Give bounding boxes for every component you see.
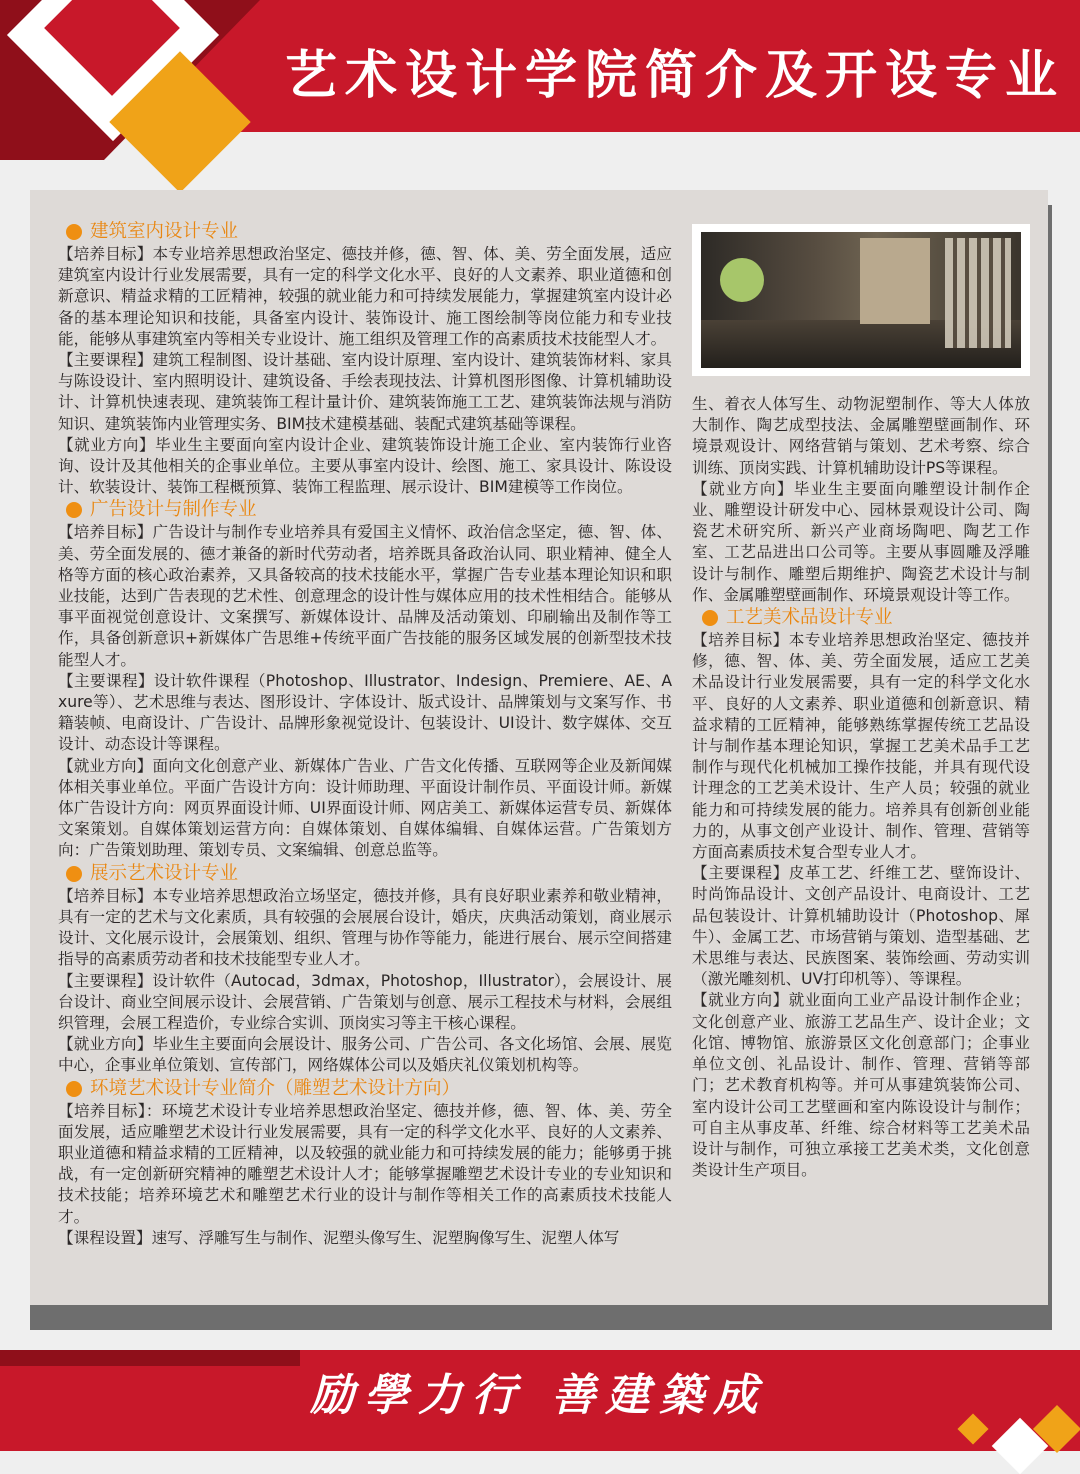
paragraph: 【培养目标】本专业培养思想政治立场坚定，德技并修，具有良好职业素养和敬业精神，具有一定的艺术与文化素质，具有较强的会展展台设计，婚庆，庆典活动策划，商业展示设计、文化展示设计，会展策划、组织、管理与协作等能力，能进行展台、展示空间搭建指导的高素质劳动者和技术技能型专业人才。 — [58, 886, 672, 969]
photo-green-disc — [720, 258, 764, 302]
paragraph: 【培养目标】本专业培养思想政治坚定、德技并修，德、智、体、美、劳全面发展，适应工艺美术品设计行业发展需要，具有一定的科学文化水平、良好的人文素养、职业道德和创新意识、精益求精的工匠精神，能够熟练掌握传统工艺品设计与制作基本理论知识，掌握工艺美术品手工艺制作与现代化机械加工操作技能，并具有现代设计理念的工艺美术设计、生产人员；较强的就业能力和可持续发展的能力。培养具有创新创业能力的，从事文创产业设计、制作、管理、营销等方面高素质技术复合型专业人才。 — [692, 631, 1030, 862]
bullet-dot-icon — [66, 224, 82, 240]
section-title — [66, 220, 672, 244]
paragraph: 【课程设置】速写、浮雕写生与制作、泥塑头像写生、泥塑胸像写生、泥塑人体写 — [58, 1228, 620, 1247]
section-title-text: 环境艺术设计专业简介（雕塑艺术设计方向） — [90, 1077, 461, 1099]
bullet-dot-icon — [66, 1081, 82, 1097]
school-motto: 励學力行 善建築成 — [310, 1370, 768, 1421]
paragraph: 【就业方向】毕业生主要面向雕塑设计制作企业、雕塑设计研发中心、园林景观设计公司、陶瓷艺术研究所、新兴产业商场陶吧、陶艺工作室、工艺品进出口公司等。主要从事圆雕及浮雕设计与制作、雕塑后期维护、陶瓷艺术设计与制作、金属雕塑壁画制作、环境景观设计等工作。 — [692, 479, 1030, 604]
section-craft-art-design — [692, 606, 1030, 1181]
section-title — [66, 1077, 672, 1101]
paragraph: 【培养目标】本专业培养思想政治坚定、德技并修，德、智、体、美、劳全面发展，适应建筑室内设计行业发展需要，具有一定的科学文化水平、良好的人文素养、职业道德和创新意识、精益求精的工匠精神，较强的就业能力和可持续发展能力，掌握建筑室内设计必备的基本理论知识和技能，具备室内设计、装饰设计、施工图绘制等岗位能力和专业技能，能够从事建筑室内等相关专业设计、施工组织及管理工作的高素质技术技能型人才。 — [58, 245, 672, 348]
section-title-text: 广告设计与制作专业 — [90, 499, 257, 521]
section-exhibition-design — [58, 862, 672, 1077]
section-title — [66, 862, 672, 886]
bullet-dot-icon — [702, 610, 718, 626]
section-title-text: 工艺美术品设计专业 — [726, 607, 893, 629]
bullet-dot-icon — [66, 502, 82, 518]
paragraph: 【主要课程】皮革工艺、纤维工艺、壁饰设计、时尚饰品设计、文创产品设计、电商设计、工艺品包装设计、计算机辅助设计（Photoshop、犀牛）、金属工艺、市场营销与策划、造型基础、艺术思维与表达、民族图案、装饰绘画、劳动实训（激光雕刻机、UV打印机等）、等课程。 — [692, 864, 1030, 989]
paragraph: 【就业方向】面向文化创意产业、新媒体广告业、广告文化传播、互联网等企业及新闻媒体相关事业单位。平面广告设计方向：设计师助理、平面设计制作员、平面设计师。新媒体广告设计方向：网页界面设计师、UI界面设计师、网店美工、新媒体运营专员、新媒体文案策划。自媒体策划运营方向：自媒体策划、自媒体编辑、自媒体运营。广告策划方向：广告策划助理、策划专员、文案编辑、创意总监等。 — [58, 756, 672, 860]
section-advertising-design — [58, 498, 672, 861]
section-title-text: 展示艺术设计专业 — [90, 862, 239, 884]
paragraph: 生、着衣人体写生、动物泥塑制作、等大人体放大制作、陶艺成型技法、金属雕塑壁画制作、环境景观设计、网络营销与策划、艺术考察、综合训练、顶岗实践、计算机辅助设计PS等课程。 — [692, 395, 1030, 477]
right-column — [692, 394, 1030, 1181]
paragraph: 【就业方向】就业面向工业产品设计制作企业；文化创意产业、旅游工艺品生产、设计企业；文化馆、博物馆、旅游景区文化创意部门；企事业单位文创、礼品设计、制作、管理、营销等部门；艺术教育机构等。并可从事建筑装饰公司、室内设计公司工艺壁画和室内陈设设计与制作；可自主从事皮革、纤维、综合材料等工艺美术品设计与制作，可独立承接工艺美术类，文化创意类设计生产项目。 — [692, 991, 1030, 1180]
left-column — [58, 220, 672, 1249]
page-title: 艺术设计学院简介及开设专业 — [285, 46, 1066, 106]
section-environment-art-design — [58, 1077, 672, 1249]
paragraph: 【主要课程】设计软件（Autocad，3dmax，Photoshop，Illustrator），会展设计、展台设计、商业空间展示设计、会展营销、广告策划与创意、展示工程技术与材料，会展组织管理，会展工程造价，专业综合实训、顶岗实习等主干核心课程。 — [58, 971, 672, 1032]
bullet-dot-icon — [66, 866, 82, 882]
paragraph: 【就业方向】毕业生主要面向会展设计、服务公司、广告公司、各文化场馆、会展、展览中心，企事业单位策划、宣传部门，网络媒体公司以及婚庆礼仪策划机构等。 — [58, 1035, 672, 1075]
photo-lattice-screen — [945, 238, 1011, 348]
section-title — [66, 498, 672, 522]
photo-wall-panel — [860, 238, 930, 324]
section-architecture-interior — [58, 220, 672, 498]
paragraph: 【培养目标】：环境艺术设计专业培养思想政治坚定、德技并修，德、智、体、美、劳全面发展，适应雕塑艺术设计行业发展需要，具有一定的科学文化水平、良好的人文素养、职业道德和精益求精的工匠精神，以及较强的就业能力和可持续发展的能力；能够勇于挑战，有一定创新研究精神的雕塑艺术设计人才；能够掌握雕塑艺术设计专业的专业知识和技术技能；培养环境艺术和雕塑艺术行业的设计与制作等相关工作的高素质技术技能人才。 — [58, 1101, 672, 1226]
paragraph: 【就业方向】毕业生主要面向室内设计企业、建筑装饰设计施工企业、室内装饰行业咨询、设计及其他相关的企事业单位。主要从事室内设计、绘图、施工、家具设计、陈设设计、软装设计、装饰工程概预算、装饰工程监理、展示设计、BIM建模等工作岗位。 — [58, 435, 672, 497]
section-title-text: 建筑室内设计专业 — [90, 221, 239, 242]
section-title — [702, 606, 1030, 630]
footer-dark-strip — [0, 1350, 300, 1366]
paragraph: 【主要课程】建筑工程制图、设计基础、室内设计原理、室内设计、建筑装饰材料、家具与陈设设计、室内照明设计、建筑设备、手绘表现技法、计算机图形图像、计算机辅助设计、计算机快速表现、建筑装饰工程计量计价、建筑装饰施工工艺、建筑装饰法规与消防知识、建筑装饰内业管理实务、BIM技术建模基础、装配式建筑基础等课程。 — [58, 351, 672, 433]
paragraph: 【主要课程】设计软件课程（Photoshop、Illustrator、Indesign、Premiere、AE、Axure等）、艺术思维与表达、图形设计、字体设计、版式设计、品牌策划与文案写作、书籍装帧、电商设计、广告设计、品牌形象视觉设计、包装设计、UI设计、数字媒体、交互设计、动态设计等课程。 — [58, 671, 672, 754]
paragraph: 【培养目标】广告设计与制作专业培养具有爱国主义情怀、政治信念坚定，德、智、体、美、劳全面发展的、德才兼备的新时代劳动者，培养既具备政治认同、职业精神、健全人格等方面的核心政治素养，又具备较高的技术技能水平，掌握广告专业基本理论知识和职业技能，达到广告表现的艺术性、创意理念的设计性与媒体应用的技术性相结合。能够从事平面视觉创意设计、文案撰写、新媒体设计、品牌及活动策划、印刷输出及制作等工作，具备创新意识+新媒体广告思维+传统平面广告技能的服务区域发展的创新型技术技能型人才。 — [58, 523, 672, 669]
